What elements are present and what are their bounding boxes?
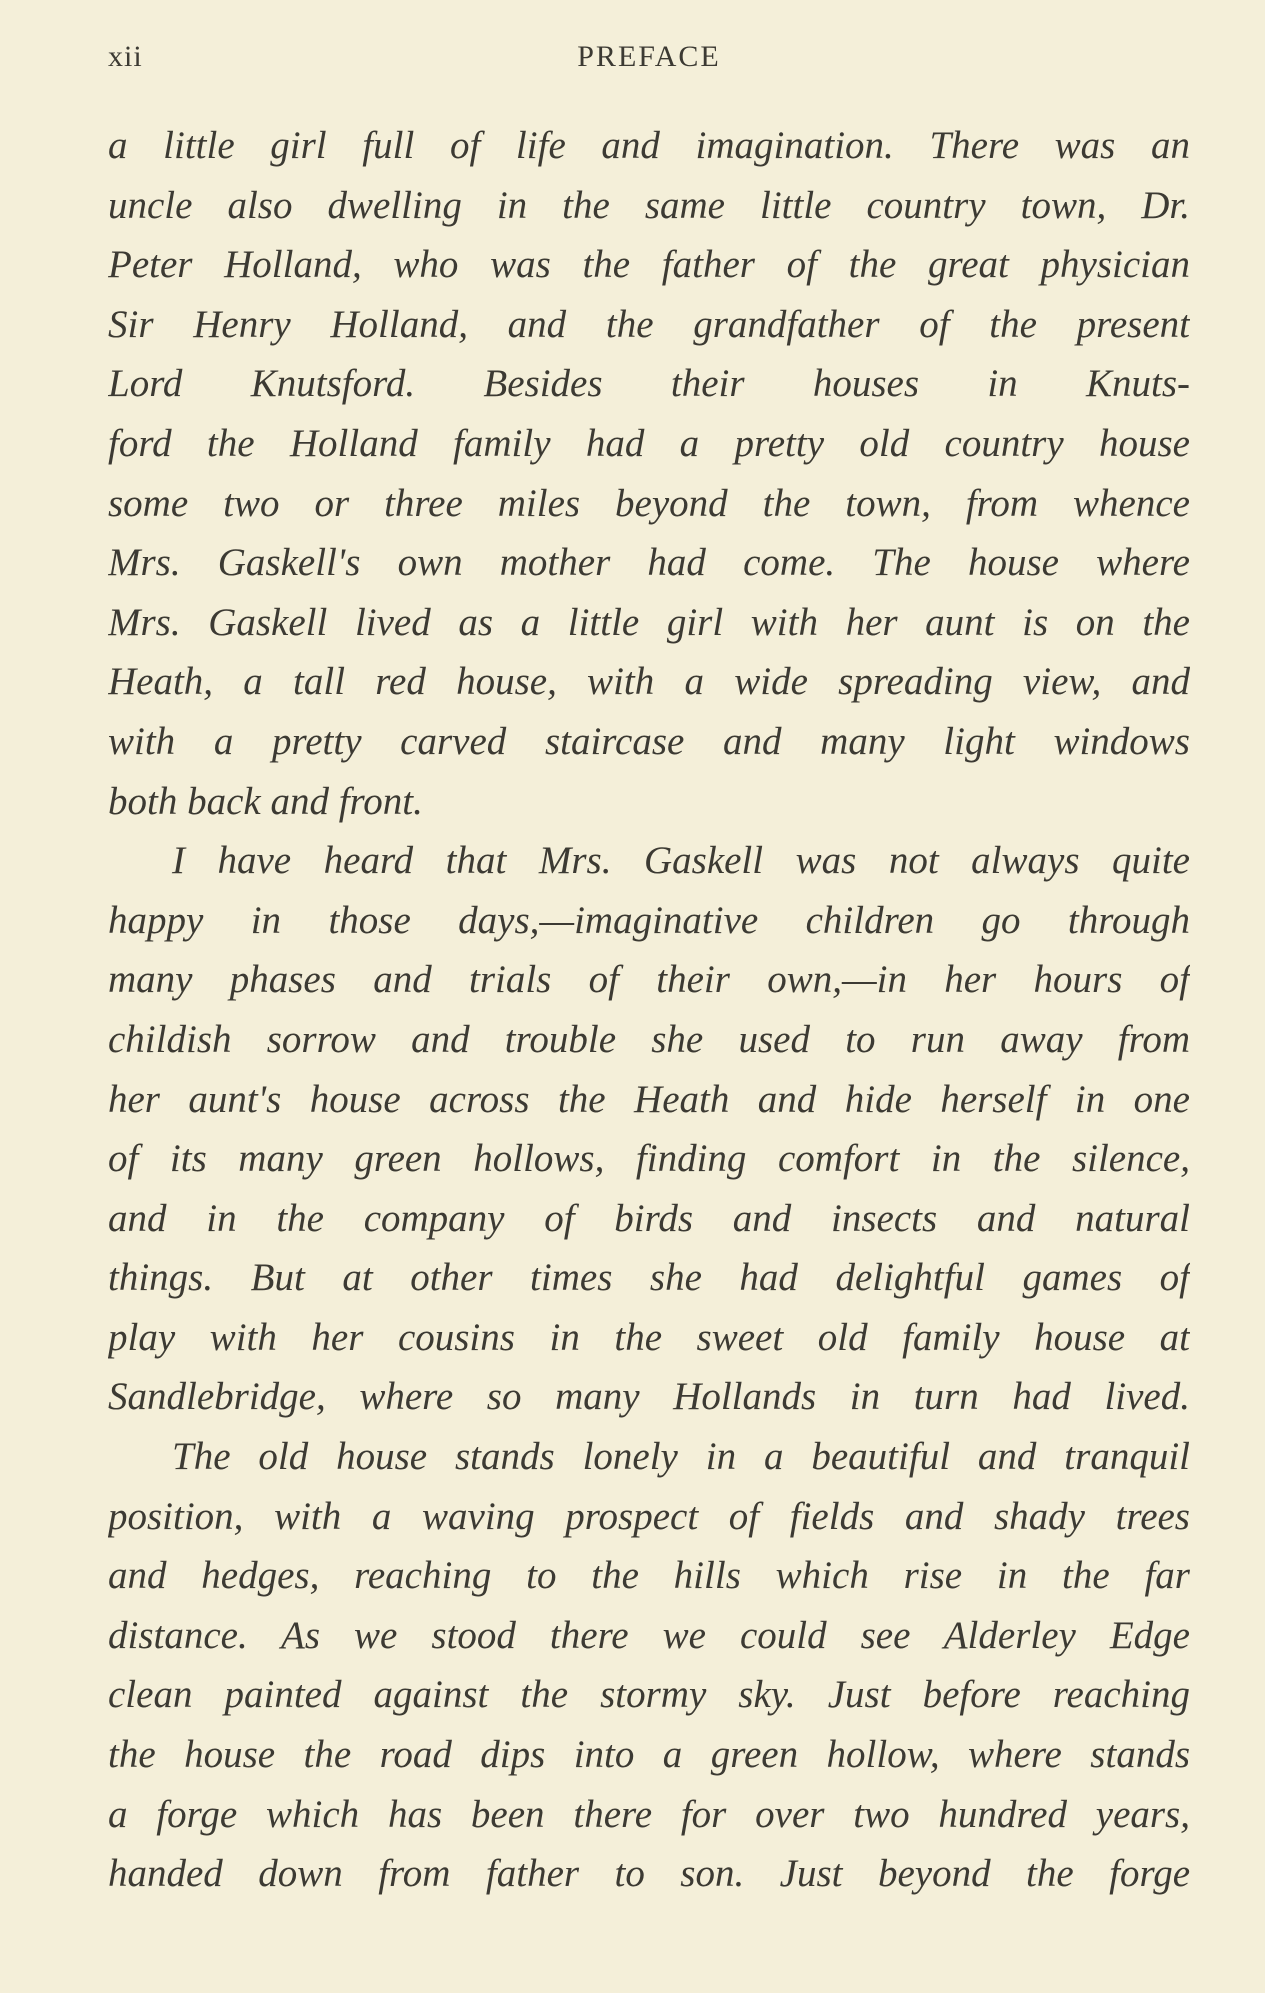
text-line: play with her cousins in the sweet old family house at bbox=[108, 1315, 1190, 1359]
text-line: with a pretty carved staircase and many light windows bbox=[108, 719, 1190, 763]
paragraph-start-line: The old house stands lonely in a beautiful and tranquil bbox=[172, 1435, 1190, 1479]
paragraph-start-line: I have heard that Mrs. Gaskell was not always quite bbox=[172, 839, 1190, 883]
text-line: position, with a waving prospect of fields and shady trees bbox=[108, 1494, 1190, 1538]
text-line: a little girl full of life and imagination. There was an bbox=[108, 124, 1190, 167]
text-line: uncle also dwelling in the same little country town, Dr. bbox=[108, 183, 1190, 227]
text-line: the house the road dips into a green hollow, where stands bbox=[108, 1733, 1190, 1777]
text-line: and hedges, reaching to the hills which rise in the far bbox=[108, 1554, 1190, 1598]
text-line: Mrs. Gaskell's own mother had come. The house where bbox=[108, 541, 1190, 585]
text-line: childish sorrow and trouble she used to run away from bbox=[108, 1017, 1190, 1061]
paragraph-end-line: both back and front. bbox=[108, 779, 423, 823]
text-line: Heath, a tall red house, with a wide spreading view, and bbox=[108, 660, 1190, 704]
running-head bbox=[108, 40, 1190, 84]
text-line: Sir Henry Holland, and the grandfather of the present bbox=[108, 302, 1190, 346]
text-line: some two or three miles beyond the town, from whence bbox=[108, 481, 1190, 525]
text-line: many phases and trials of their own,—in her hours of bbox=[108, 958, 1190, 1002]
running-title: PREFACE bbox=[577, 40, 721, 73]
text-line: clean painted against the stormy sky. Just before reaching bbox=[108, 1673, 1190, 1717]
text-line: distance. As we stood there we could see Alderley Edge bbox=[108, 1613, 1190, 1657]
page-number: xii bbox=[108, 40, 143, 73]
text-line: happy in those days,—imaginative children go through bbox=[108, 898, 1190, 942]
text-line: Lord Knutsford. Besides their houses in Knuts- bbox=[108, 362, 1190, 406]
paragraph-end-line: Sandlebridge, where so many Hollands in turn had lived. bbox=[108, 1375, 1190, 1419]
body-text bbox=[108, 116, 1190, 1904]
text-line: a forge which has been there for over two hundred years, bbox=[108, 1792, 1190, 1836]
text-line: of its many green hollows, finding comfort in the silence, bbox=[108, 1137, 1190, 1181]
text-line: Mrs. Gaskell lived as a little girl with her aunt is on the bbox=[108, 600, 1190, 644]
text-line: ford the Holland family had a pretty old country house bbox=[108, 421, 1190, 465]
text-line: things. But at other times she had delightful games of bbox=[108, 1256, 1190, 1300]
text-line: Peter Holland, who was the father of the great physician bbox=[108, 243, 1190, 287]
text-line: and in the company of birds and insects and natural bbox=[108, 1196, 1190, 1240]
text-line: her aunt's house across the Heath and hide herself in one bbox=[108, 1077, 1190, 1121]
text-line: handed down from father to son. Just beyond the forge bbox=[108, 1852, 1190, 1896]
